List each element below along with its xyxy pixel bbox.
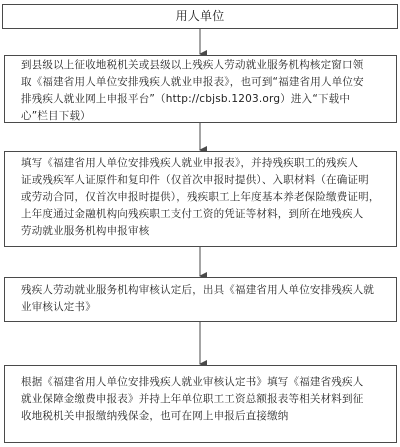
step-1-text: 到县级以上征收地税机关或县级以上残疾人劳动就业服务机构核定窗口领 取《福建省用人单位安排残疾人就业申报表》，也可到“福建省用人单位安 排残疾人就业网上申报平台”（http://cbjsb.1203.org）进入“下载中 心”栏目下载） — [21, 59, 364, 122]
step-4-text: 根据《福建省用人单位安排残疾人就业审核认定书》填写《福建省残疾人 就业保障金缴费申报表》并持上年单位职工工资总额报表等相关材料到征 收地税机关申报缴纳残保金，也可在网上申报后直接缴纳 — [21, 376, 364, 422]
step-2-text: 填写《福建省用人单位安排残疾人就业申报表》，并持残疾职工的残疾人 证或残疾军人证原件和复印件（仅首次申报时提供）、入职材料（在确证明 或劳动合同，仅首次申报时提供），残疾职工上年度基本养老保险缴费证明， 上年度通过金融机构向残疾职工支付工资的凭证等材料，到所在地残疾人 劳动就业服务机构申报审核 — [21, 157, 380, 237]
start-node-employer — [2, 4, 398, 29]
step-3-review-certificate — [4, 277, 397, 322]
start-node-label: 用人单位 — [175, 9, 225, 23]
step-1-obtain-form — [4, 55, 397, 123]
step-2-fill-and-submit — [4, 151, 397, 247]
step-3-text: 残疾人劳动就业服务机构审核认定后，出具《福建省用人单位安排残疾人就 业审核认定书》 — [21, 284, 375, 313]
step-4-pay-fee — [4, 365, 397, 443]
